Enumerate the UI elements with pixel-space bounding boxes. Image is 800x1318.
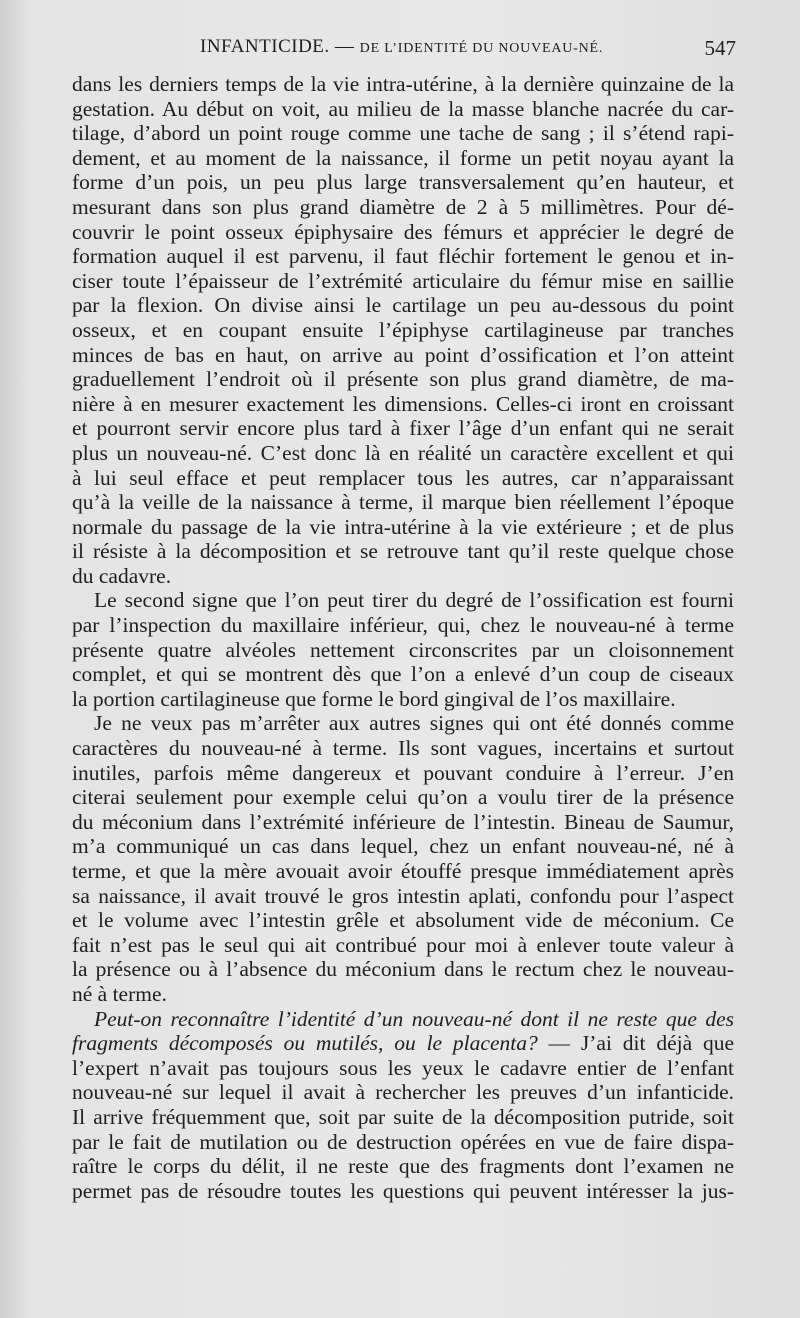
text-line: sa naissance, il avait trouvé le gros intestin aplati, confondu pour l’aspect: [72, 883, 734, 908]
text-line: formation auquel il est parvenu, il faut fléchir fortement le genou et in-: [72, 244, 734, 269]
text-line: nouveau-né sur lequel il avait à rechercher les preuves d’un infanticide.: [72, 1080, 734, 1105]
text-line: dement, et au moment de la naissance, il forme un petit noyau ayant la: [72, 145, 734, 170]
text-line: il résiste à la décomposition et se retrouve tant qu’il reste quelque chose: [72, 539, 734, 564]
body-text: [72, 72, 734, 1203]
text-line: la portion cartilagineuse que forme le bord gingival de l’os maxillaire.: [72, 686, 676, 711]
text-line: mesurant dans son plus grand diamètre de 2 à 5 millimètres. Pour dé-: [72, 194, 734, 219]
text-line: et le volume avec l’intestin grêle et absolument vide de méconium. Ce: [72, 908, 734, 933]
text-line: Le second signe que l’on peut tirer du degré de l’ossification est fourni: [94, 588, 734, 613]
section-question-line: Peut-on reconnaître l’identité d’un nouveau-né dont il ne reste que des: [94, 1006, 734, 1031]
text-line: [72, 1031, 734, 1056]
text-line: né à terme.: [72, 981, 167, 1006]
text-line: gestation. Au début on voit, au milieu de la masse blanche nacrée du car-: [72, 96, 734, 121]
text-line: fait n’est pas le seul qui ait contribué pour moi à enlever toute valeur à: [72, 932, 734, 957]
text-line: par la flexion. On divise ainsi le cartilage un peu au-dessous du point: [72, 293, 734, 318]
running-title-sub: DE L’IDENTITÉ DU NOUVEAU-NÉ.: [359, 41, 604, 56]
text-line: à lui seul efface et peut remplacer tous les autres, car n’apparaissant: [72, 465, 734, 490]
paragraph-2: [72, 588, 734, 711]
text-line: plus un nouveau-né. C’est donc là en réalité un caractère excellent et qui: [72, 440, 734, 465]
paragraph-1: [72, 72, 734, 588]
text-line: la présence ou à l’absence du méconium dans le rectum chez le nouveau-: [72, 957, 734, 982]
text-line: forme d’un pois, un peu plus large transversalement qu’en hauteur, et: [72, 170, 734, 195]
paragraph-3: [72, 711, 734, 1006]
text-line: tilage, d’abord un point rouge comme une tache de sang ; il s’étend rapi-: [72, 121, 734, 146]
text-line: ciser toute l’épaisseur de l’extrémité articulaire du fémur mise en saillie: [72, 268, 734, 293]
paragraph-4: [72, 1007, 734, 1204]
text-line: Il arrive fréquemment que, soit par suite de la décomposition putride, soit: [72, 1104, 734, 1129]
text-line: permet pas de résoudre toutes les questions qui peuvent intéresser la jus-: [72, 1178, 734, 1203]
text-line: l’expert n’avait pas toujours sous les yeux le cadavre entier de l’enfant: [72, 1055, 734, 1080]
text-line: par le fait de mutilation ou de destruction opérées en vue de faire dispa-: [72, 1129, 734, 1154]
text-line: Je ne veux pas m’arrêter aux autres signes qui ont été donnés comme: [94, 711, 734, 736]
text-line: qu’à la veille de la naissance à terme, il marque bien réellement l’époque: [72, 490, 734, 515]
text-line: complet, et qui se montrent dès que l’on a enlevé d’un coup de ciseaux: [72, 662, 734, 687]
section-question-end: fragments décomposés ou mutilés, ou le placenta?: [72, 1031, 538, 1056]
text-line-continuation: — J’ai dit déjà que: [537, 1031, 735, 1056]
text-line: m’a communiqué un cas dans lequel, chez un enfant nouveau-né, né à: [72, 834, 734, 859]
text-line: présente quatre alvéoles nettement circonscrites par un cloisonnement: [72, 637, 734, 662]
running-header: [72, 36, 736, 64]
text-line: caractères du nouveau-né à terme. Ils sont vagues, incertains et surtout: [72, 736, 734, 761]
text-line: par l’inspection du maxillaire inférieur, qui, chez le nouveau-né à terme: [72, 613, 734, 638]
text-line: du méconium dans l’extrémité inférieure de l’intestin. Bineau de Saumur,: [72, 809, 734, 834]
text-line: graduellement l’endroit où il présente son plus grand diamètre, de ma-: [72, 367, 734, 392]
running-title-dash: —: [329, 36, 360, 57]
text-line: inutiles, parfois même dangereux et pouvant conduire à l’erreur. J’en: [72, 760, 734, 785]
text-line: citerai seulement pour exemple celui qu’on a voulu tirer de la présence: [72, 785, 734, 810]
text-line: nière à en mesurer exactement les dimensions. Celles-ci iront en croissant: [72, 391, 734, 416]
text-line: terme, et que la mère avouait avoir étouffé presque immédiatement après: [72, 859, 734, 883]
text-line: raître le corps du délit, il ne reste que des fragments dont l’examen ne: [72, 1154, 734, 1179]
text-line: minces de bas en haut, on arrive au point d’ossification et l’on atteint: [72, 342, 734, 367]
text-line: couvrir le point osseux épiphysaire des fémurs et apprécier le degré de: [72, 219, 734, 244]
running-title: [200, 36, 603, 58]
text-line: et pourront servir encore plus tard à fixer l’âge d’un enfant qui ne serait: [72, 416, 734, 441]
text-line: dans les derniers temps de la vie intra-utérine, à la dernière quinzaine de la: [72, 72, 734, 96]
text-line: du cadavre.: [72, 563, 172, 588]
page-number: 547: [704, 36, 736, 60]
running-title-main: INFANTICIDE.: [200, 36, 330, 57]
text-line: osseux, et en coupant ensuite l’épiphyse cartilagineuse par tranches: [72, 317, 734, 342]
text-line: normale du passage de la vie intra-utérine à la vie extérieure ; et de plus: [72, 514, 734, 539]
